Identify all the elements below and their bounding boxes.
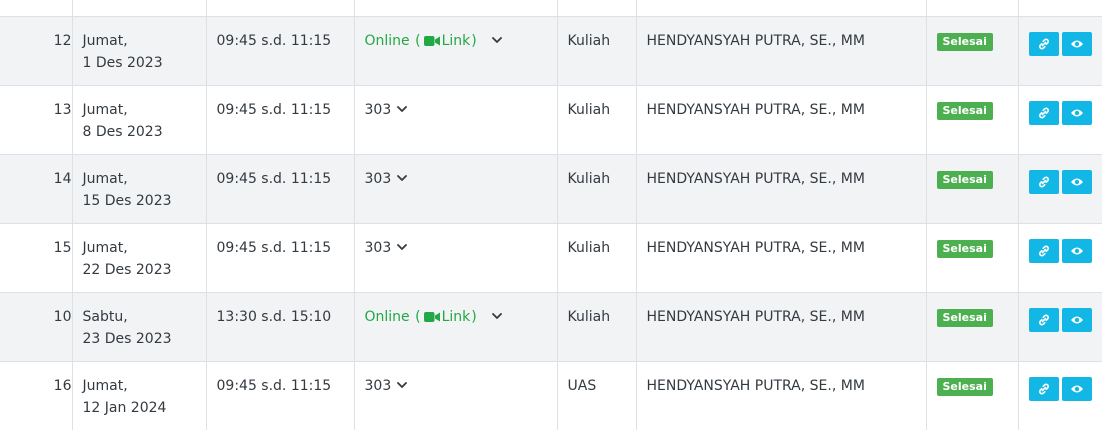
room-number: 303 xyxy=(364,377,392,394)
meeting-number: 16 xyxy=(53,377,72,394)
activity-type: Kuliah xyxy=(567,239,611,256)
meeting-number-cell xyxy=(0,292,72,361)
status-cell xyxy=(926,292,1018,361)
chevron-down-icon xyxy=(492,313,502,320)
lecturer-name: HENDYANSYAH PUTRA, SE., MM xyxy=(646,239,865,256)
room-number: 303 xyxy=(364,239,392,256)
lecturer-cell xyxy=(636,154,926,223)
day-name: Jumat, xyxy=(82,32,128,49)
day-name: Sabtu, xyxy=(82,308,128,325)
status-badge: Selesai xyxy=(937,33,993,51)
status-cell xyxy=(926,223,1018,292)
meeting-number: 14 xyxy=(53,170,72,187)
link-button[interactable] xyxy=(1029,32,1059,56)
room-cell xyxy=(354,292,557,361)
link-button[interactable] xyxy=(1029,101,1059,125)
date-text: 15 Des 2023 xyxy=(82,192,172,209)
link-icon xyxy=(1037,382,1051,396)
room-cell xyxy=(354,361,557,430)
eye-icon xyxy=(1070,177,1084,187)
lecturer-cell xyxy=(636,223,926,292)
online-meeting-link[interactable] xyxy=(365,30,478,52)
link-icon xyxy=(1037,313,1051,327)
view-button[interactable] xyxy=(1062,170,1092,194)
room-cell xyxy=(354,223,557,292)
chevron-down-icon xyxy=(492,37,502,44)
meeting-number-cell xyxy=(0,154,72,223)
status-badge: Selesai xyxy=(937,240,993,258)
actions-cell xyxy=(1018,16,1102,85)
time-range: 09:45 s.d. 11:15 xyxy=(216,32,332,49)
room-number: 303 xyxy=(364,170,392,187)
time-cell xyxy=(206,16,354,85)
table-row xyxy=(0,154,1102,223)
link-button[interactable] xyxy=(1029,239,1059,263)
room-dropdown[interactable] xyxy=(365,306,502,328)
status-cell xyxy=(926,16,1018,85)
stub-cell xyxy=(354,0,557,16)
link-label: Link xyxy=(441,32,471,49)
view-button[interactable] xyxy=(1062,32,1092,56)
room-dropdown[interactable] xyxy=(365,99,408,121)
chevron-down-icon xyxy=(397,175,407,182)
online-label: Online xyxy=(364,308,410,325)
view-button[interactable] xyxy=(1062,377,1092,401)
link-button[interactable] xyxy=(1029,170,1059,194)
eye-icon xyxy=(1070,315,1084,325)
activity-cell xyxy=(557,16,636,85)
status-badge: Selesai xyxy=(937,171,993,189)
meeting-number-cell xyxy=(0,16,72,85)
stub-cell xyxy=(0,0,72,16)
lecturer-name: HENDYANSYAH PUTRA, SE., MM xyxy=(646,101,865,118)
time-range: 09:45 s.d. 11:15 xyxy=(216,239,332,256)
date-cell xyxy=(72,16,206,85)
date-text: 12 Jan 2024 xyxy=(82,399,167,416)
view-button[interactable] xyxy=(1062,101,1092,125)
status-cell xyxy=(926,85,1018,154)
day-name: Jumat, xyxy=(82,239,128,256)
activity-cell xyxy=(557,85,636,154)
date-text: 8 Des 2023 xyxy=(82,123,163,140)
lecturer-name: HENDYANSYAH PUTRA, SE., MM xyxy=(646,308,865,325)
link-button[interactable] xyxy=(1029,377,1059,401)
time-cell xyxy=(206,361,354,430)
lecturer-cell xyxy=(636,292,926,361)
activity-cell xyxy=(557,292,636,361)
table-row xyxy=(0,85,1102,154)
time-cell xyxy=(206,292,354,361)
lecturer-name: HENDYANSYAH PUTRA, SE., MM xyxy=(646,32,865,49)
status-badge: Selesai xyxy=(937,378,993,396)
link-button[interactable] xyxy=(1029,308,1059,332)
time-cell xyxy=(206,85,354,154)
link-icon xyxy=(1037,244,1051,258)
link-icon xyxy=(1037,106,1051,120)
room-cell xyxy=(354,154,557,223)
date-text: 23 Des 2023 xyxy=(82,330,172,347)
paren-open: ( xyxy=(415,32,421,49)
status-badge: Selesai xyxy=(937,102,993,120)
stub-cell xyxy=(72,0,206,16)
date-text: 22 Des 2023 xyxy=(82,261,172,278)
video-camera-icon xyxy=(424,311,440,323)
meeting-number-cell xyxy=(0,361,72,430)
activity-cell xyxy=(557,223,636,292)
activity-type: Kuliah xyxy=(567,101,611,118)
chevron-down-icon xyxy=(397,382,407,389)
chevron-down-icon xyxy=(397,106,407,113)
activity-type: Kuliah xyxy=(567,170,611,187)
eye-icon xyxy=(1070,246,1084,256)
room-dropdown[interactable] xyxy=(365,30,502,52)
meeting-number: 13 xyxy=(53,101,72,118)
paren-close: ) xyxy=(471,32,477,49)
chevron-down-icon xyxy=(397,244,407,251)
activity-cell xyxy=(557,154,636,223)
date-cell xyxy=(72,292,206,361)
date-cell xyxy=(72,154,206,223)
room-dropdown[interactable] xyxy=(365,375,408,397)
link-icon xyxy=(1037,175,1051,189)
day-name: Jumat, xyxy=(82,101,128,118)
stub-cell xyxy=(206,0,354,16)
date-cell xyxy=(72,361,206,430)
time-range: 09:45 s.d. 11:15 xyxy=(216,101,332,118)
meeting-number: 12 xyxy=(53,32,72,49)
table-row xyxy=(0,361,1102,430)
view-button[interactable] xyxy=(1062,239,1092,263)
video-camera-icon xyxy=(424,35,440,47)
activity-type: Kuliah xyxy=(567,308,611,325)
meeting-number: 15 xyxy=(53,239,72,256)
lecturer-name: HENDYANSYAH PUTRA, SE., MM xyxy=(646,170,865,187)
paren-close: ) xyxy=(471,308,477,325)
room-cell xyxy=(354,85,557,154)
actions-cell xyxy=(1018,223,1102,292)
eye-icon xyxy=(1070,39,1084,49)
online-label: Online xyxy=(364,32,410,49)
room-cell xyxy=(354,16,557,85)
room-number: 303 xyxy=(364,101,392,118)
actions-cell xyxy=(1018,85,1102,154)
meeting-number-cell xyxy=(0,85,72,154)
actions-cell xyxy=(1018,292,1102,361)
view-button[interactable] xyxy=(1062,308,1092,332)
status-cell xyxy=(926,154,1018,223)
day-name: Jumat, xyxy=(82,377,128,394)
lecturer-cell xyxy=(636,85,926,154)
link-label: Link xyxy=(441,308,471,325)
paren-open: ( xyxy=(415,308,421,325)
table-row xyxy=(0,223,1102,292)
room-dropdown[interactable] xyxy=(365,168,408,190)
meeting-number-cell xyxy=(0,223,72,292)
stub-cell xyxy=(1018,0,1102,16)
room-dropdown[interactable] xyxy=(365,237,408,259)
table-row xyxy=(0,292,1102,361)
lecturer-name: HENDYANSYAH PUTRA, SE., MM xyxy=(646,377,865,394)
time-cell xyxy=(206,154,354,223)
table-row xyxy=(0,16,1102,85)
meeting-number: 10 xyxy=(53,308,72,325)
date-cell xyxy=(72,223,206,292)
date-cell xyxy=(72,85,206,154)
stub-cell xyxy=(926,0,1018,16)
link-icon xyxy=(1037,37,1051,51)
table-top-stub xyxy=(0,0,1102,16)
date-text: 1 Des 2023 xyxy=(82,54,163,71)
actions-cell xyxy=(1018,154,1102,223)
status-badge: Selesai xyxy=(937,309,993,327)
activity-cell xyxy=(557,361,636,430)
time-range: 13:30 s.d. 15:10 xyxy=(216,308,332,325)
time-range: 09:45 s.d. 11:15 xyxy=(216,170,332,187)
activity-type: UAS xyxy=(567,377,597,394)
lecturer-cell xyxy=(636,361,926,430)
online-meeting-link[interactable] xyxy=(365,306,478,328)
actions-cell xyxy=(1018,361,1102,430)
activity-type: Kuliah xyxy=(567,32,611,49)
eye-icon xyxy=(1070,384,1084,394)
time-cell xyxy=(206,223,354,292)
status-cell xyxy=(926,361,1018,430)
stub-cell xyxy=(557,0,636,16)
time-range: 09:45 s.d. 11:15 xyxy=(216,377,332,394)
eye-icon xyxy=(1070,108,1084,118)
lecturer-cell xyxy=(636,16,926,85)
day-name: Jumat, xyxy=(82,170,128,187)
stub-cell xyxy=(636,0,926,16)
